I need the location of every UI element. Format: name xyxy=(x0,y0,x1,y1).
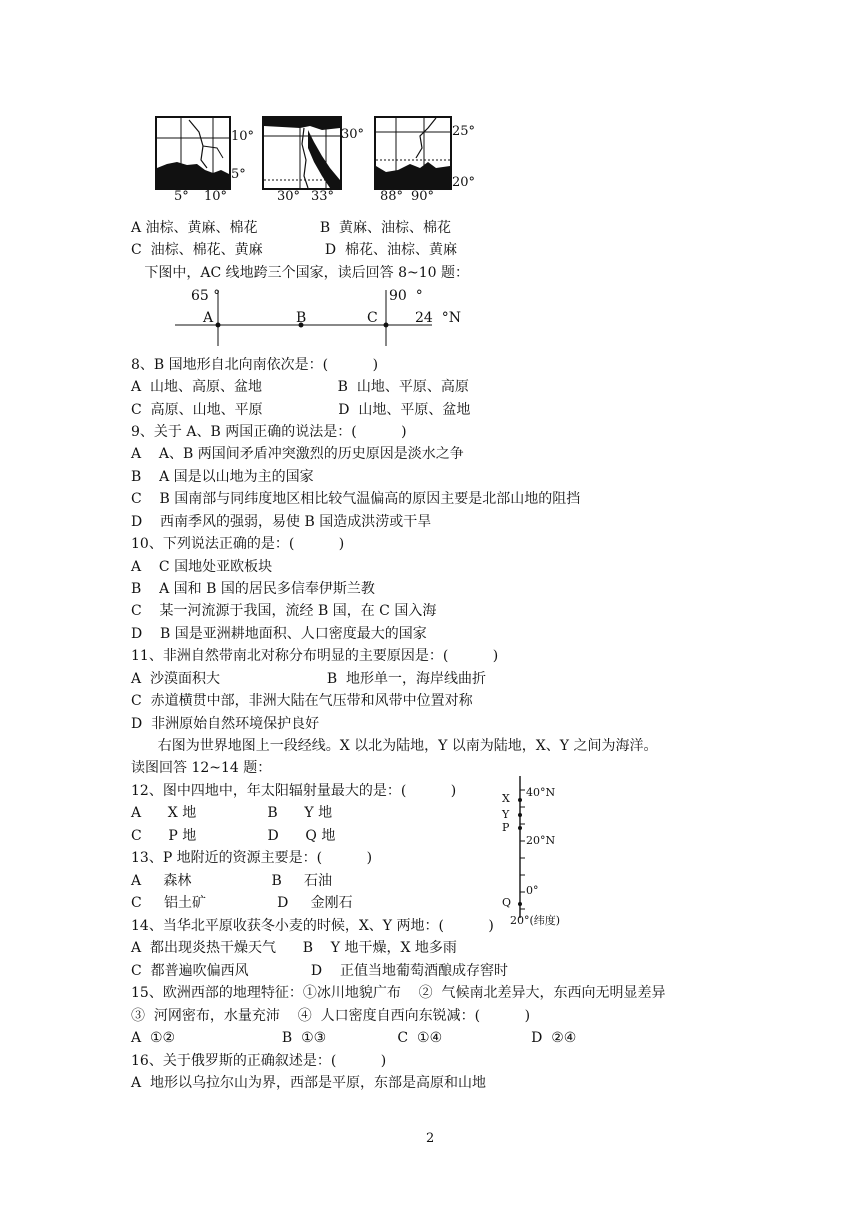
point-q-marker xyxy=(518,902,522,906)
q12-stem: 12、图中四地中，年太阳辐射量最大的是：( ) xyxy=(131,783,457,799)
q8-stem: 8、B 国地形自北向南依次是：( ) xyxy=(131,357,379,373)
map-3-lat-top: 25° xyxy=(452,124,476,139)
map-1-lat-top: 10° xyxy=(231,129,255,144)
q12-14-intro-cont: 读图回答 12~14 题： xyxy=(131,760,272,776)
map-2-lon-left: 30° xyxy=(277,189,301,204)
q7-options-cd: C 油棕、棉花、黄麻 D 棉花、油棕、黄麻 xyxy=(131,242,458,258)
q12-options-ab: A X 地 B Y 地 xyxy=(131,805,333,821)
map-1-lat-bottom: 5° xyxy=(231,167,246,182)
ac-latitude: 24 °N xyxy=(415,310,461,326)
map-3-lon-left: 88° xyxy=(380,189,404,204)
meridian-lat-20: 20°N xyxy=(526,834,556,847)
q9-option-c: C B 国南部与同纬度地区相比较气温偏高的原因主要是北部山地的阻挡 xyxy=(131,491,581,507)
q9-stem: 9、关于 A、B 两国正确的说法是：( ) xyxy=(131,424,407,440)
point-x-marker xyxy=(518,798,522,802)
q11-options-ab: A 沙漠面积大 B 地形单一，海岸线曲折 xyxy=(131,671,487,687)
ac-lon-right: 90 ° xyxy=(389,288,423,304)
page-number: 2 xyxy=(426,1131,435,1146)
q12-options-cd: C P 地 D Q 地 xyxy=(131,828,336,844)
map-2-lon-right: 33° xyxy=(311,189,335,204)
q7-options-ab: A 油棕、黄麻、棉花 B 黄麻、油棕、棉花 xyxy=(131,220,452,236)
q8-options-ab: A 山地、高原、盆地 B 山地、平原、高原 xyxy=(131,379,469,395)
ac-point-a: A xyxy=(203,310,214,326)
map-3-lat-bottom: 20° xyxy=(452,175,476,190)
q8-options-cd: C 高原、山地、平原 D 山地、平原、盆地 xyxy=(131,402,471,418)
meridian-diagram xyxy=(496,772,586,927)
meridian-lat-0: 0° xyxy=(526,884,539,897)
q14-stem: 14、当华北平原收获冬小麦的时候，X、Y 两地：( ) xyxy=(131,918,494,934)
map-1-lon-right: 10° xyxy=(204,189,228,204)
meridian-point-q: Q xyxy=(502,896,512,909)
map-1 xyxy=(155,116,231,190)
map-2-lat-top: 30° xyxy=(341,127,365,142)
ac-lon-left: 65 ° xyxy=(191,288,221,304)
q14-options-ab: A 都出现炎热干燥天气 B Y 地干燥，X 地多雨 xyxy=(131,940,457,956)
q9-option-a: A A、B 两国间矛盾冲突激烈的历史原因是淡水之争 xyxy=(131,446,464,462)
q9-option-b: B A 国是以山地为主的国家 xyxy=(131,469,314,485)
q15-options: A ①② B ①③ C ①④ D ②④ xyxy=(131,1030,577,1046)
q13-options-ab: A 森林 B 石油 xyxy=(131,873,333,889)
meridian-point-p: P xyxy=(502,821,510,834)
q16-stem: 16、关于俄罗斯的正确叙述是：( ) xyxy=(131,1053,387,1069)
q11-stem: 11、非洲自然带南北对称分布明显的主要原因是：( ) xyxy=(131,648,499,664)
point-a-marker xyxy=(216,323,221,328)
map-3-lon-right: 90° xyxy=(411,189,435,204)
map-3-drawing xyxy=(376,118,450,188)
q15-stem: 15、欧洲西部的地理特征：①冰川地貌广布 ② 气候南北差异大，东西向无明显差异 xyxy=(131,985,666,1001)
q8-10-intro: 下图中，AC 线地跨三个国家，读后回答 8~10 题： xyxy=(131,265,469,281)
point-p-marker xyxy=(518,826,522,830)
q10-option-c: C 某一河流源于我国，流经 B 国，在 C 国入海 xyxy=(131,603,437,619)
q13-options-cd: C 铝土矿 D 金刚石 xyxy=(131,895,353,911)
q13-stem: 13、P 地附近的资源主要是：( ) xyxy=(131,850,373,866)
q9-option-d: D 西南季风的强弱，易使 B 国造成洪涝或干旱 xyxy=(131,514,432,530)
point-c-marker xyxy=(384,323,389,328)
meridian-lat-40: 40°N xyxy=(526,786,556,799)
q16-option-a: A 地形以乌拉尔山为界，西部是平原，东部是高原和山地 xyxy=(131,1075,487,1091)
q10-option-d: D B 国是亚洲耕地面积、人口密度最大的国家 xyxy=(131,626,427,642)
q11-option-d: D 非洲原始自然环境保护良好 xyxy=(131,716,320,732)
map-2-drawing xyxy=(264,118,340,188)
map-1-drawing xyxy=(157,118,229,188)
ac-point-c: C xyxy=(367,310,378,326)
map-3 xyxy=(374,116,452,190)
q10-stem: 10、下列说法正确的是：( ) xyxy=(131,536,345,552)
ac-line-diagram xyxy=(170,288,470,346)
q10-option-b: B A 国和 B 国的居民多信奉伊斯兰教 xyxy=(131,581,375,597)
q14-options-cd: C 都普遍吹偏西风 D 正值当地葡萄酒酿成存窖时 xyxy=(131,963,508,979)
q12-14-intro: 右图为世界地图上一段经线。X 以北为陆地，Y 以南为陆地，X、Y 之间为海洋。 xyxy=(131,738,658,754)
meridian-lat-minus20: 20°(纬度) xyxy=(510,914,561,927)
ac-point-b: B xyxy=(296,310,307,326)
map-2 xyxy=(262,116,342,190)
meridian-point-y: Y xyxy=(502,808,510,821)
q11-option-c: C 赤道横贯中部，非洲大陆在气压带和风带中位置对称 xyxy=(131,693,473,709)
q15-stem-cont: ③ 河网密布，水量充沛 ④ 人口密度自西向东锐减：( ) xyxy=(131,1008,531,1024)
map-1-lon-left: 5° xyxy=(174,189,189,204)
point-y-marker xyxy=(518,813,522,817)
q10-option-a: A C 国地处亚欧板块 xyxy=(131,559,273,575)
meridian-point-x: X xyxy=(502,792,510,805)
